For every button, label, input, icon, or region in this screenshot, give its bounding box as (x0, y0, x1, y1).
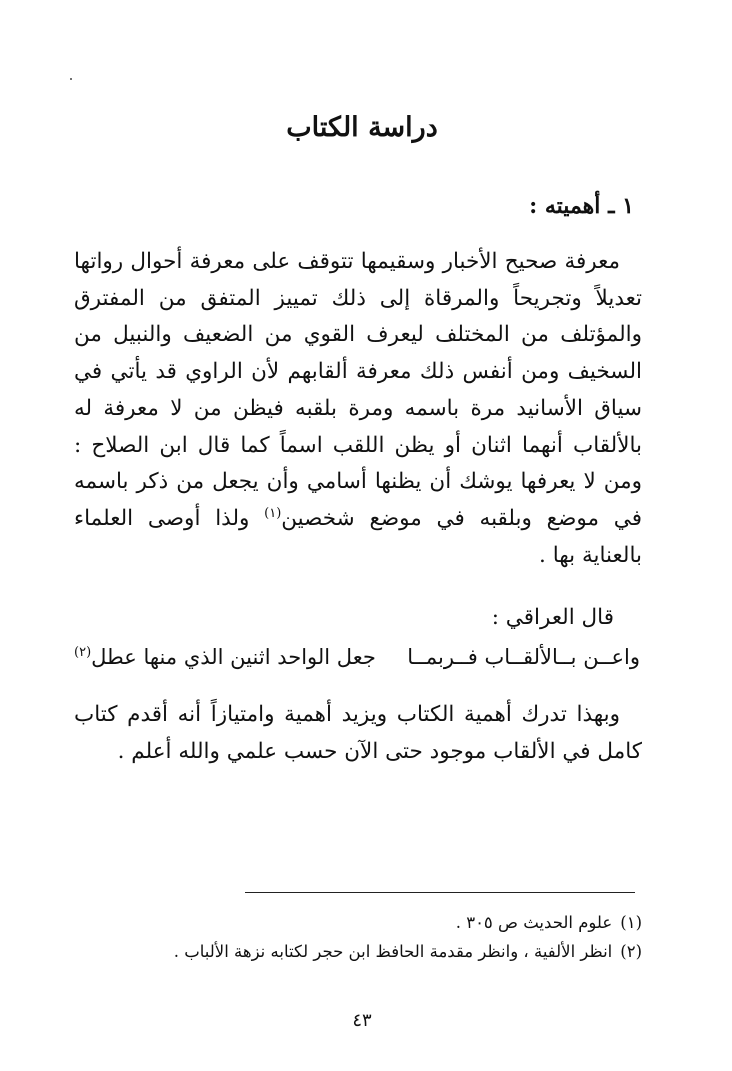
page-title: دراسة الكتاب (286, 112, 438, 143)
section-heading-text: أهميته : (529, 193, 601, 219)
footnote-item (72, 908, 642, 937)
body-paragraph-text (74, 244, 642, 574)
body-text-tail: ولذا أوصى العلماء بالعناية بها . (74, 505, 642, 568)
verse-first-hemistich: واعــن بــالألقــاب فــربمــا (407, 645, 640, 669)
quote-intro: قال العراقي : (491, 605, 614, 630)
footnotes-list (72, 908, 642, 966)
body-text-main: معرفة صحيح الأخبار وسقيمها تتوقف على معرفة أحوال رواتها تعديلاً وتجريحاً والمرقاة إلى ذلك تمييز المتفق من المفترق والمؤتلف من المختلف ليعرف القوي من الضعيف والنبيل من السخيف ومن أنفس ذلك معرفة ألقابهم لأن الراوي قد يأتي في سياق الأسانيد مرة باسمه ومرة بلقبه فيظن من لا معرفة له بالألقاب أنهما اثنان أو يظن اللقب اسماً كما قال ابن الصلاح : ومن لا يعرفها يوشك أن يظنها أسامي وأن يجعل من ذكر باسمه في موضع وبلقبه في موضع شخصين (74, 249, 643, 531)
footnote-item (72, 937, 642, 966)
verse-second-text: جعل الواحد اثنين الذي منها عطل (91, 645, 376, 669)
footnote-text: علوم الحديث ص ٣٠٥ . (455, 913, 613, 932)
footnote-divider (245, 892, 635, 893)
footnote-number: (٢) (620, 942, 642, 961)
verse-second-hemistich (74, 645, 376, 669)
footnote-ref-2: (٢) (74, 645, 92, 660)
section-heading (529, 193, 634, 219)
body-paragraph (74, 244, 642, 574)
footnote-number: (١) (620, 913, 642, 932)
scan-speck (70, 78, 72, 80)
section-number: ١ ـ (608, 193, 634, 219)
closing-paragraph: وبهذا تدرك أهمية الكتاب ويزيد أهمية وامتيازاً أنه أقدم كتاب كامل في الألقاب موجود حتى الآن حسب علمي والله أعلم . (74, 702, 642, 764)
page-number: ٤٣ (352, 1010, 372, 1031)
footnote-ref-1: (١) (264, 505, 282, 521)
verse-line (74, 645, 640, 681)
footnote-text: انظر الألفية ، وانظر مقدمة الحافظ ابن حجر لكتابه نزهة الألباب . (173, 942, 613, 961)
